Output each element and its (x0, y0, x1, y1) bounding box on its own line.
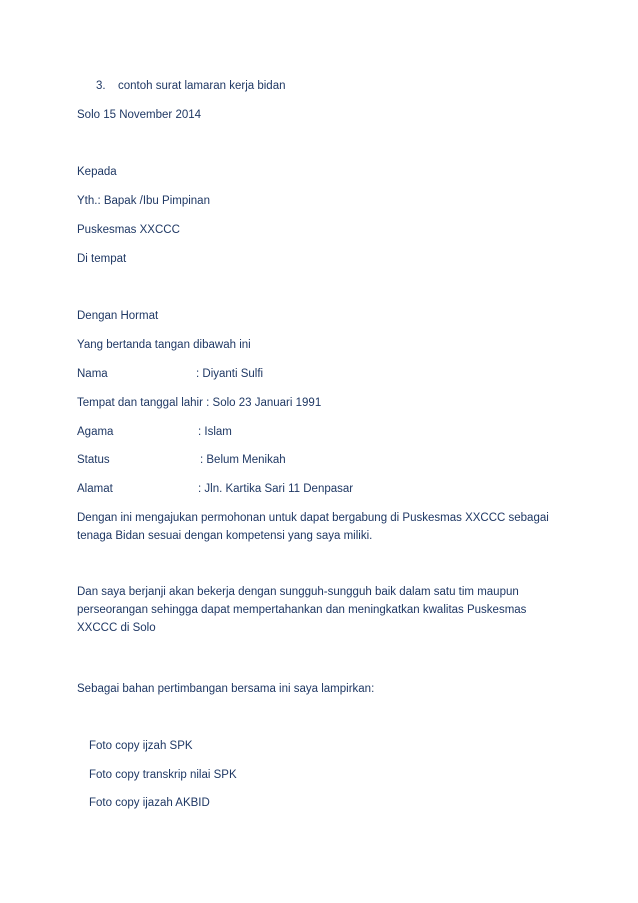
heading (96, 78, 286, 94)
field-value: : Islam (198, 426, 232, 438)
field-row-status (77, 452, 477, 468)
recipient-name: Yth.: Bapak /Ibu Pimpinan (77, 195, 210, 207)
field-label: Status (77, 454, 110, 466)
field-value: : Jln. Kartika Sari 11 Denpasar (198, 483, 354, 495)
recipient-org: Puskesmas XXCCC (77, 224, 180, 236)
field-row-name (77, 366, 477, 382)
attachment-item: Foto copy ijzah SPK (89, 740, 193, 752)
field-label: Nama (77, 368, 108, 380)
paragraph-application: Dengan ini mengajukan permohonan untuk dapat bergabung di Puskesmas XXCCC sebagai tenaga Bidan sesuai dengan kompetensi yang saya miliki. (77, 512, 549, 542)
date-line: Solo 15 November 2014 (77, 109, 202, 121)
heading-number: 3. (96, 80, 106, 92)
field-row-religion (77, 424, 477, 440)
field-label: Agama (77, 426, 114, 438)
field-row-address (77, 481, 477, 497)
intro-line: Yang bertanda tangan dibawah ini (77, 339, 251, 351)
attachments-intro: Sebagai bahan pertimbangan bersama ini saya lampirkan: (77, 683, 375, 695)
field-value: : Belum Menikah (200, 454, 286, 466)
field-row-birth (77, 395, 477, 411)
greeting: Dengan Hormat (77, 310, 159, 322)
field-value: : Diyanti Sulfi (196, 368, 264, 380)
paragraph-commitment: Dan saya berjanji akan bekerja dengan sungguh-sungguh baik dalam satu tim maupun perseorangan sehingga dapat mempertahankan dan meningkatkan kwalitas Puskesmas XXCCC di Solo (77, 586, 527, 634)
attachment-item: Foto copy transkrip nilai SPK (89, 769, 237, 781)
heading-text: contoh surat lamaran kerja bidan (118, 80, 286, 92)
field-label: Tempat dan tanggal lahir : Solo 23 Januari 1991 (77, 397, 322, 409)
recipient-place: Di tempat (77, 253, 127, 265)
field-label: Alamat (77, 483, 113, 495)
recipient-to: Kepada (77, 166, 117, 178)
attachment-item: Foto copy ijazah AKBID (89, 797, 210, 809)
